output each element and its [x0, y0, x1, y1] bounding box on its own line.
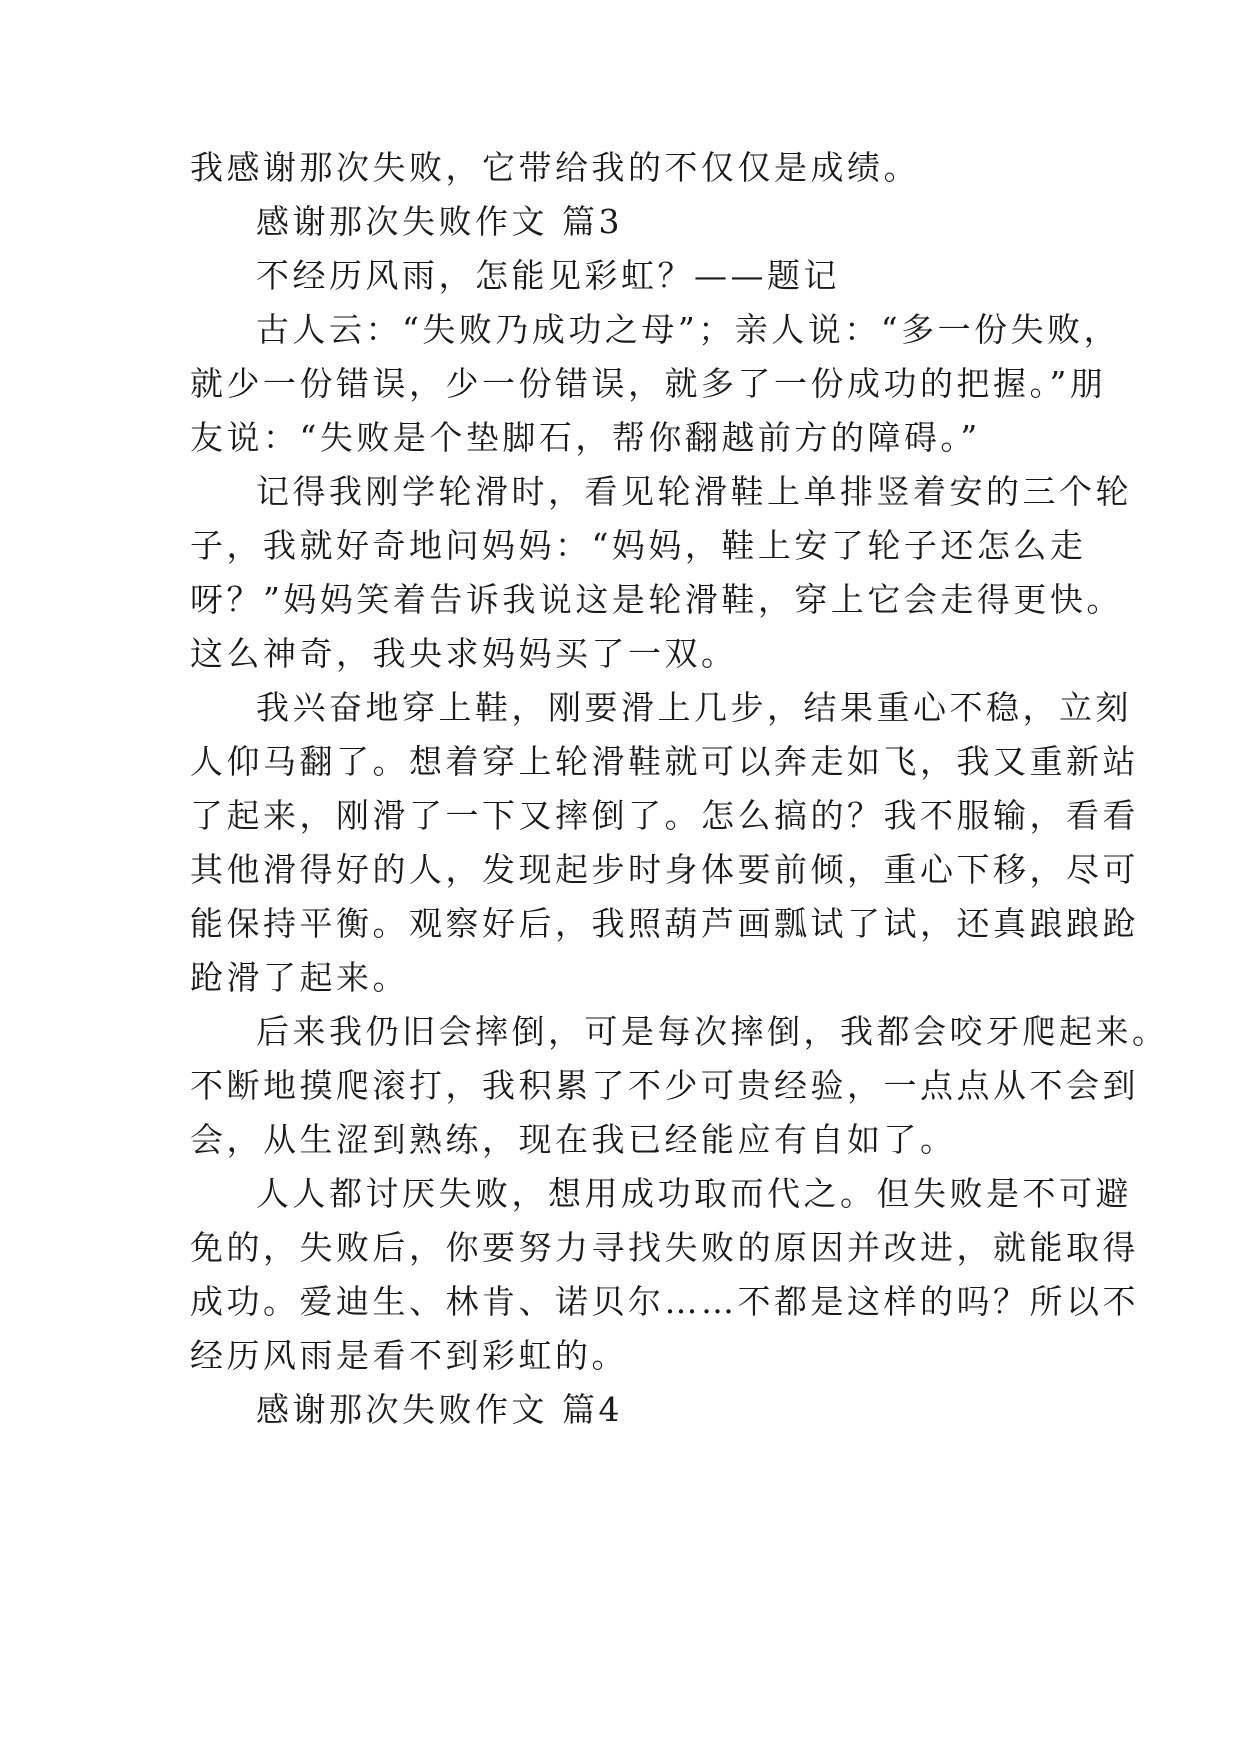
paragraph-line: 这么神奇，我央求妈妈买了一双。: [190, 634, 738, 673]
paragraph-line: 人仰马翻了。想着穿上轮滑鞋就可以奔走如飞，我又重新站: [190, 742, 1139, 781]
paragraph-line: 跄滑了起来。: [190, 958, 409, 997]
paragraph-line: 人人都讨厌失败，想用成功取而代之。但失败是不可避: [256, 1174, 1132, 1213]
paragraph-line: 后来我仍旧会摔倒，可是每次摔倒，我都会咬牙爬起来。: [256, 1012, 1169, 1051]
paragraph-line: 能保持平衡。观察好后，我照葫芦画瓢试了试，还真踉踉跄: [190, 904, 1139, 943]
paragraph-line: 呀？”妈妈笑着告诉我说这是轮滑鞋，穿上它会走得更快。: [190, 580, 1123, 619]
paragraph-line: 记得我刚学轮滑时，看见轮滑鞋上单排竖着安的三个轮: [256, 472, 1132, 511]
paragraph-line: 我兴奋地穿上鞋，刚要滑上几步，结果重心不稳，立刻: [256, 688, 1132, 727]
paragraph-line: 就少一份错误，少一份错误，就多了一份成功的把握。”朋: [190, 364, 1107, 403]
paragraph-line: 免的，失败后，你要努力寻找失败的原因并改进，就能取得: [190, 1228, 1139, 1267]
paragraph-line: 会，从生涩到熟练，现在我已经能应有自如了。: [190, 1120, 957, 1159]
paragraph-line: 我感谢那次失败，它带给我的不仅仅是成绩。: [190, 148, 920, 187]
paragraph-line: 成功。爱迪生、林肯、诺贝尔……不都是这样的吗？所以不: [190, 1282, 1139, 1321]
paragraph-line: 子，我就好奇地问妈妈：“妈妈，鞋上安了轮子还怎么走: [190, 526, 1087, 565]
epigraph-line: 不经历风雨，怎能见彩虹？——题记: [256, 256, 840, 295]
paragraph-line: 经历风雨是看不到彩虹的。: [190, 1336, 628, 1375]
section-heading: 感谢那次失败作文 篇3: [256, 202, 623, 241]
paragraph-line: 友说：“失败是个垫脚石，帮你翻越前方的障碍。”: [190, 418, 981, 457]
paragraph-line: 古人云：“失败乃成功之母”；亲人说：“多一份失败，: [256, 310, 1121, 349]
paragraph-line: 不断地摸爬滚打，我积累了不少可贵经验，一点点从不会到: [190, 1066, 1139, 1105]
paragraph-line: 了起来，刚滑了一下又摔倒了。怎么搞的？我不服输，看看: [190, 796, 1139, 835]
paragraph-line: 其他滑得好的人，发现起步时身体要前倾，重心下移，尽可: [190, 850, 1139, 889]
section-heading: 感谢那次失败作文 篇4: [256, 1390, 623, 1429]
